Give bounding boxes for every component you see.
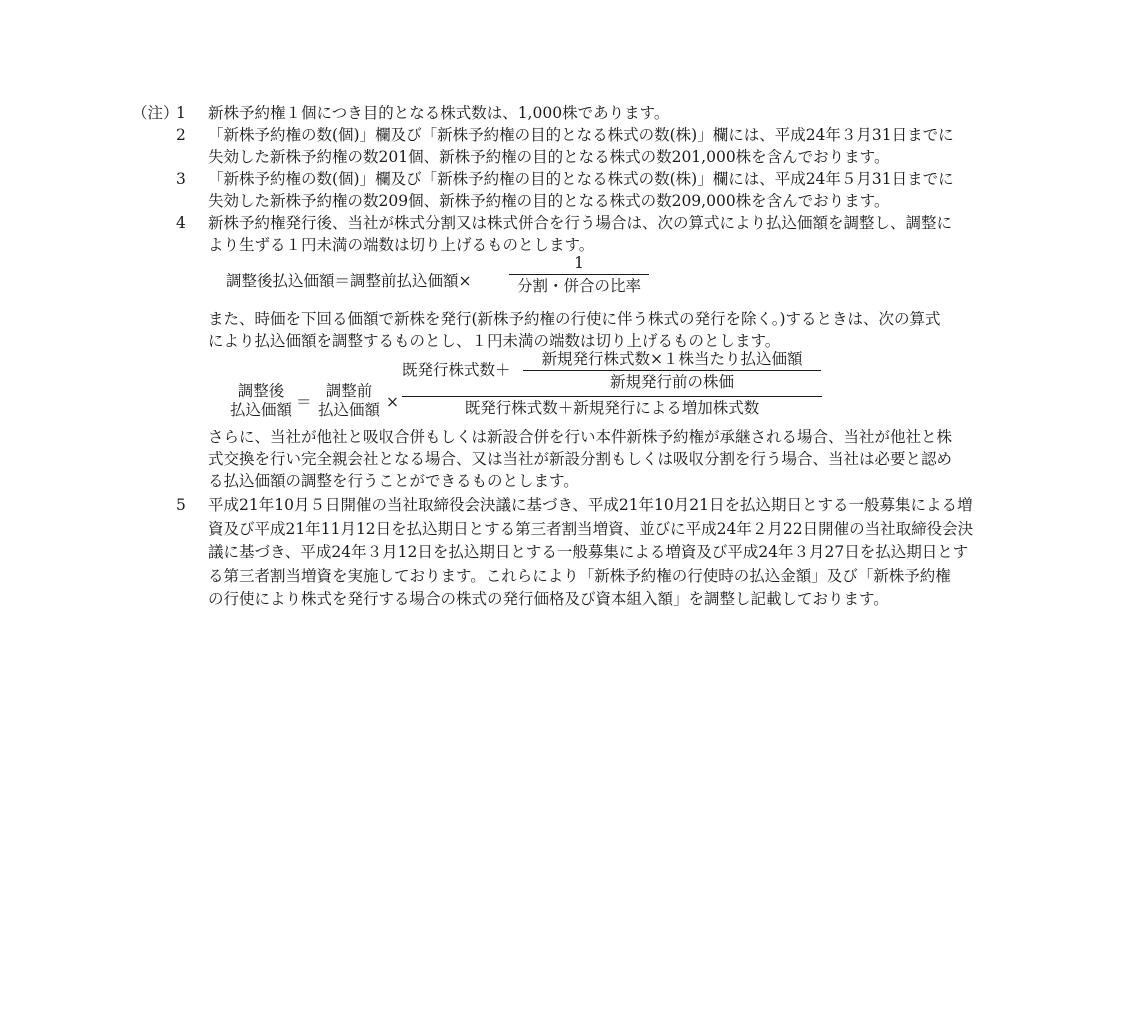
note-text-line: 新株予約権１個につき目的となる株式数は、1,000株であります。 — [208, 104, 670, 122]
formula-mid — [314, 382, 384, 420]
note-3 — [132, 168, 1042, 212]
formula-lhs-top: 調整後 — [237, 382, 285, 400]
note-text-line: 「新株予約権の数(個)」欄及び「新株予約権の目的となる株式の数(株)」欄には、平成24年３月31日までに — [208, 126, 954, 144]
note-text-line: 新株予約権発行後、当社が株式分割又は株式併合を行う場合は、次の算式により払込価額を調整し、調整に — [208, 214, 953, 232]
note-text-line: の行使により株式を発行する場合の株式の発行価格及び資本組入額」を調整し記載しております。 — [208, 590, 889, 608]
notes-section — [132, 102, 1042, 612]
note-text-line: 失効した新株予約権の数209個、新株予約権の目的となる株式の数209,000株を含んでおります。 — [208, 192, 890, 210]
note-text-line: また、時価を下回る価額で新株を発行(新株予約権の行使に伴う株式の発行を除く。)するときは、次の算式 — [208, 310, 941, 328]
note-text-line: 失効した新株予約権の数201個、新株予約権の目的となる株式の数201,000株を含んでおります。 — [208, 148, 890, 166]
note-text-line: 平成21年10月５日開催の当社取締役会決議に基づき、平成21年10月21日を払込期日とする一般募集による増 — [208, 496, 973, 514]
note-text-line: により払込価額を調整するものとし、１円未満の端数は切り上げるものとします。 — [208, 332, 781, 350]
formula-new-issue-adjustment — [226, 352, 1042, 426]
note-text-line: 資及び平成21年11月12日を払込期日とする第三者割当増資、並びに平成24年２月22日開催の当社取締役会決 — [208, 519, 974, 538]
note-text-line: る第三者割当増資を実施しております。これらにより「新株予約権の行使時の払込金額」及び「新株予約権 — [208, 566, 951, 585]
note-5 — [132, 494, 1042, 612]
formula-inner-top: 新規発行株式数×１株当たり払込価額 — [541, 350, 803, 368]
formula-split-adjustment — [226, 256, 1042, 308]
formula-equals: ＝ — [296, 393, 312, 411]
note-4 — [132, 212, 1042, 492]
formula-main-fraction — [402, 348, 822, 419]
formula-inner-fraction — [523, 348, 821, 393]
formula-inner-bottom: 新規発行前の株価 — [609, 373, 734, 391]
formula-lhs-bottom: 払込価額 — [229, 401, 292, 419]
formula-fraction — [509, 252, 649, 297]
note-text-line: 式交換を行い完全親会社となる場合、又は当社が新設分割もしくは吸収分割を行う場合、当社は必要と認め — [208, 450, 953, 468]
note-1 — [132, 102, 1042, 124]
note-number: 5 — [176, 496, 186, 514]
note-2 — [132, 124, 1042, 168]
formula-lhs: 調整後払込価額＝調整前払込価額× — [226, 272, 472, 290]
note-number: 4 — [176, 214, 186, 232]
note-text-line: 「新株予約権の数(個)」欄及び「新株予約権の目的となる株式の数(株)」欄には、平成24年５月31日までに — [208, 170, 954, 188]
note-number: 3 — [176, 170, 186, 188]
formula-denominator: 分割・併合の比率 — [516, 277, 641, 295]
note-number: 2 — [176, 126, 186, 144]
notes-label: （注） — [132, 104, 179, 122]
note-text-line: さらに、当社が他社と吸収合併もしくは新設合併を行い本件新株予約権が承継される場合、当社が他社と株 — [208, 428, 953, 446]
formula-main-numerator — [402, 348, 822, 392]
note-text-line: 議に基づき、平成24年３月12日を払込期日とする一般募集による増資及び平成24年３月27日を払込期日とす — [208, 543, 969, 561]
formula-mid-bottom: 払込価額 — [317, 401, 380, 419]
formula-lhs — [226, 382, 296, 420]
formula-times: × — [386, 393, 399, 411]
note-text-line: る払込価額の調整を行うことができるものとします。 — [208, 472, 579, 490]
formula-num-left: 既発行株式数＋ — [402, 361, 511, 379]
note-text-line: より生ずる１円未満の端数は切り上げるものとします。 — [208, 236, 595, 254]
note-number: 1 — [176, 104, 186, 122]
formula-main-denominator: 既発行株式数＋新規発行による増加株式数 — [464, 399, 760, 417]
formula-mid-top: 調整前 — [325, 382, 373, 400]
formula-numerator: 1 — [574, 254, 584, 272]
